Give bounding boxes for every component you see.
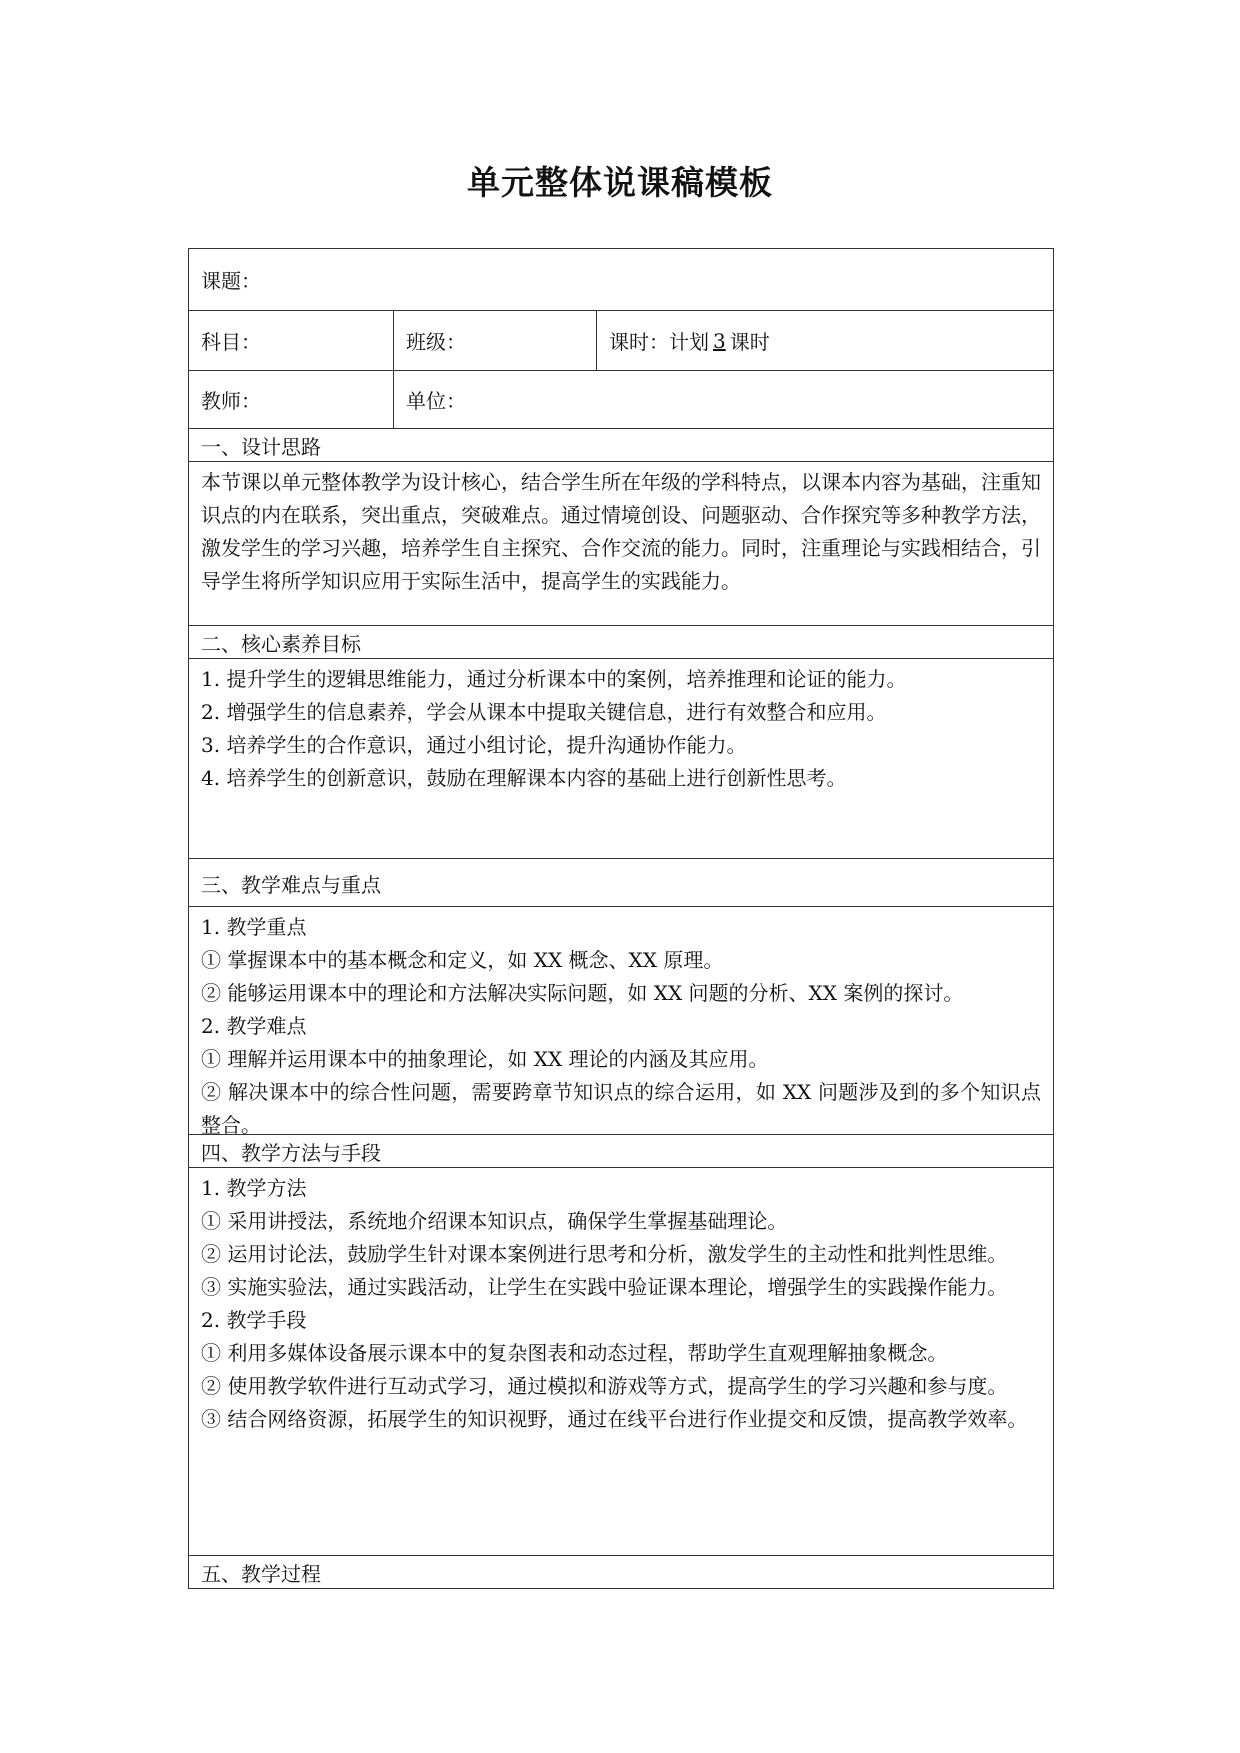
design-text: 本节课以单元整体教学为设计核心，结合学生所在年级的学科特点，以课本内容为基础，注重知识点的内在联系，突出重点，突破难点。通过情境创设、问题驱动、合作探究等多种教学方法，激发学生的学习兴趣，培养学生自主探究、合作交流的能力。同时，注重理论与实践相结合，引导学生将所学知识应用于实际生活中，提高学生的实践能力。 [201,470,1041,593]
means-item: ③ 结合网络资源，拓展学生的知识视野，通过在线平台进行作业提交和反馈，提高教学效率。 [201,1407,1028,1431]
hours-suffix: 课时 [729,330,770,354]
design-heading: 一、设计思路 [201,434,321,459]
unit-label: 单位： [406,389,466,413]
teacher-label: 教师： [201,389,261,413]
methods-list [189,1168,1039,1555]
subject-row [189,311,1053,371]
methods-heading: 四、教学方法与手段 [201,1140,381,1165]
means-item: ② 使用教学软件进行互动式学习，通过模拟和游戏等方式，提高学生的学习兴趣和参与度。 [201,1374,1008,1398]
goals-heading-row [189,626,1053,659]
methods-item: ① 采用讲授法，系统地介绍课本知识点，确保学生掌握基础理论。 [201,1209,788,1233]
methods-title: 1. 教学方法 [201,1176,307,1200]
goals-heading: 二、核心素养目标 [201,631,361,656]
topic-row [189,249,1053,311]
difficulty-item: ① 理解并运用课本中的抽象理论，如 XX 理论的内涵及其应用。 [201,1047,769,1071]
goal-item: 1. 提升学生的逻辑思维能力，通过分析课本中的案例，培养推理和论证的能力。 [201,667,907,691]
process-heading-row [189,1556,1053,1588]
focus-item: ① 掌握课本中的基本概念和定义，如 XX 概念、XX 原理。 [201,948,724,972]
means-item: ① 利用多媒体设备展示课本中的复杂图表和动态过程，帮助学生直观理解抽象概念。 [201,1341,948,1365]
process-heading: 五、教学过程 [201,1561,321,1586]
hours-prefix: 课时：计划 [609,330,709,354]
topic-cell[interactable] [189,249,1053,310]
methods-item: ② 运用讨论法，鼓励学生针对课本案例进行思考和分析，激发学生的主动性和批判性思维。 [201,1242,1008,1266]
class-label: 班级： [406,330,466,354]
design-body-row [189,462,1053,626]
keypoints-body-row [189,907,1053,1135]
methods-body-row [189,1168,1053,1556]
goal-item: 2. 增强学生的信息素养，学会从课本中提取关键信息，进行有效整合和应用。 [201,700,887,724]
goals-body-row [189,659,1053,859]
focus-title: 1. 教学重点 [201,915,307,939]
teacher-row [189,371,1053,429]
hours-cell[interactable] [596,311,1053,370]
page-title: 单元整体说课稿模板 [467,163,773,202]
goal-item: 3. 培养学生的合作意识，通过小组讨论，提升沟通协作能力。 [201,733,747,757]
class-cell[interactable] [393,311,596,370]
hours-value: 3 [713,328,726,353]
goal-item: 4. 培养学生的创新意识，鼓励在理解课本内容的基础上进行创新性思考。 [201,766,847,790]
goals-list [189,659,918,858]
difficulty-title: 2. 教学难点 [201,1014,307,1038]
difficulty-item: ② 解决课本中的综合性问题，需要跨章节知识点的综合运用，如 XX 问题涉及到的多个知识点整合。 [201,1080,1041,1137]
topic-label: 课题： [201,269,261,293]
teacher-cell[interactable] [189,371,393,428]
keypoints-list [189,907,1053,1137]
lesson-form-table [188,248,1054,1589]
keypoints-heading-row [189,859,1053,907]
design-heading-row [189,429,1053,462]
keypoints-heading: 三、教学难点与重点 [201,872,381,897]
subject-label: 科目： [201,330,261,354]
unit-cell[interactable] [393,371,1053,428]
focus-item: ② 能够运用课本中的理论和方法解决实际问题，如 XX 问题的分析、XX 案例的探讨。 [201,981,964,1005]
subject-cell[interactable] [189,311,393,370]
means-title: 2. 教学手段 [201,1308,307,1332]
methods-item: ③ 实施实验法，通过实践活动，让学生在实践中验证课本理论，增强学生的实践操作能力。 [201,1275,1008,1299]
